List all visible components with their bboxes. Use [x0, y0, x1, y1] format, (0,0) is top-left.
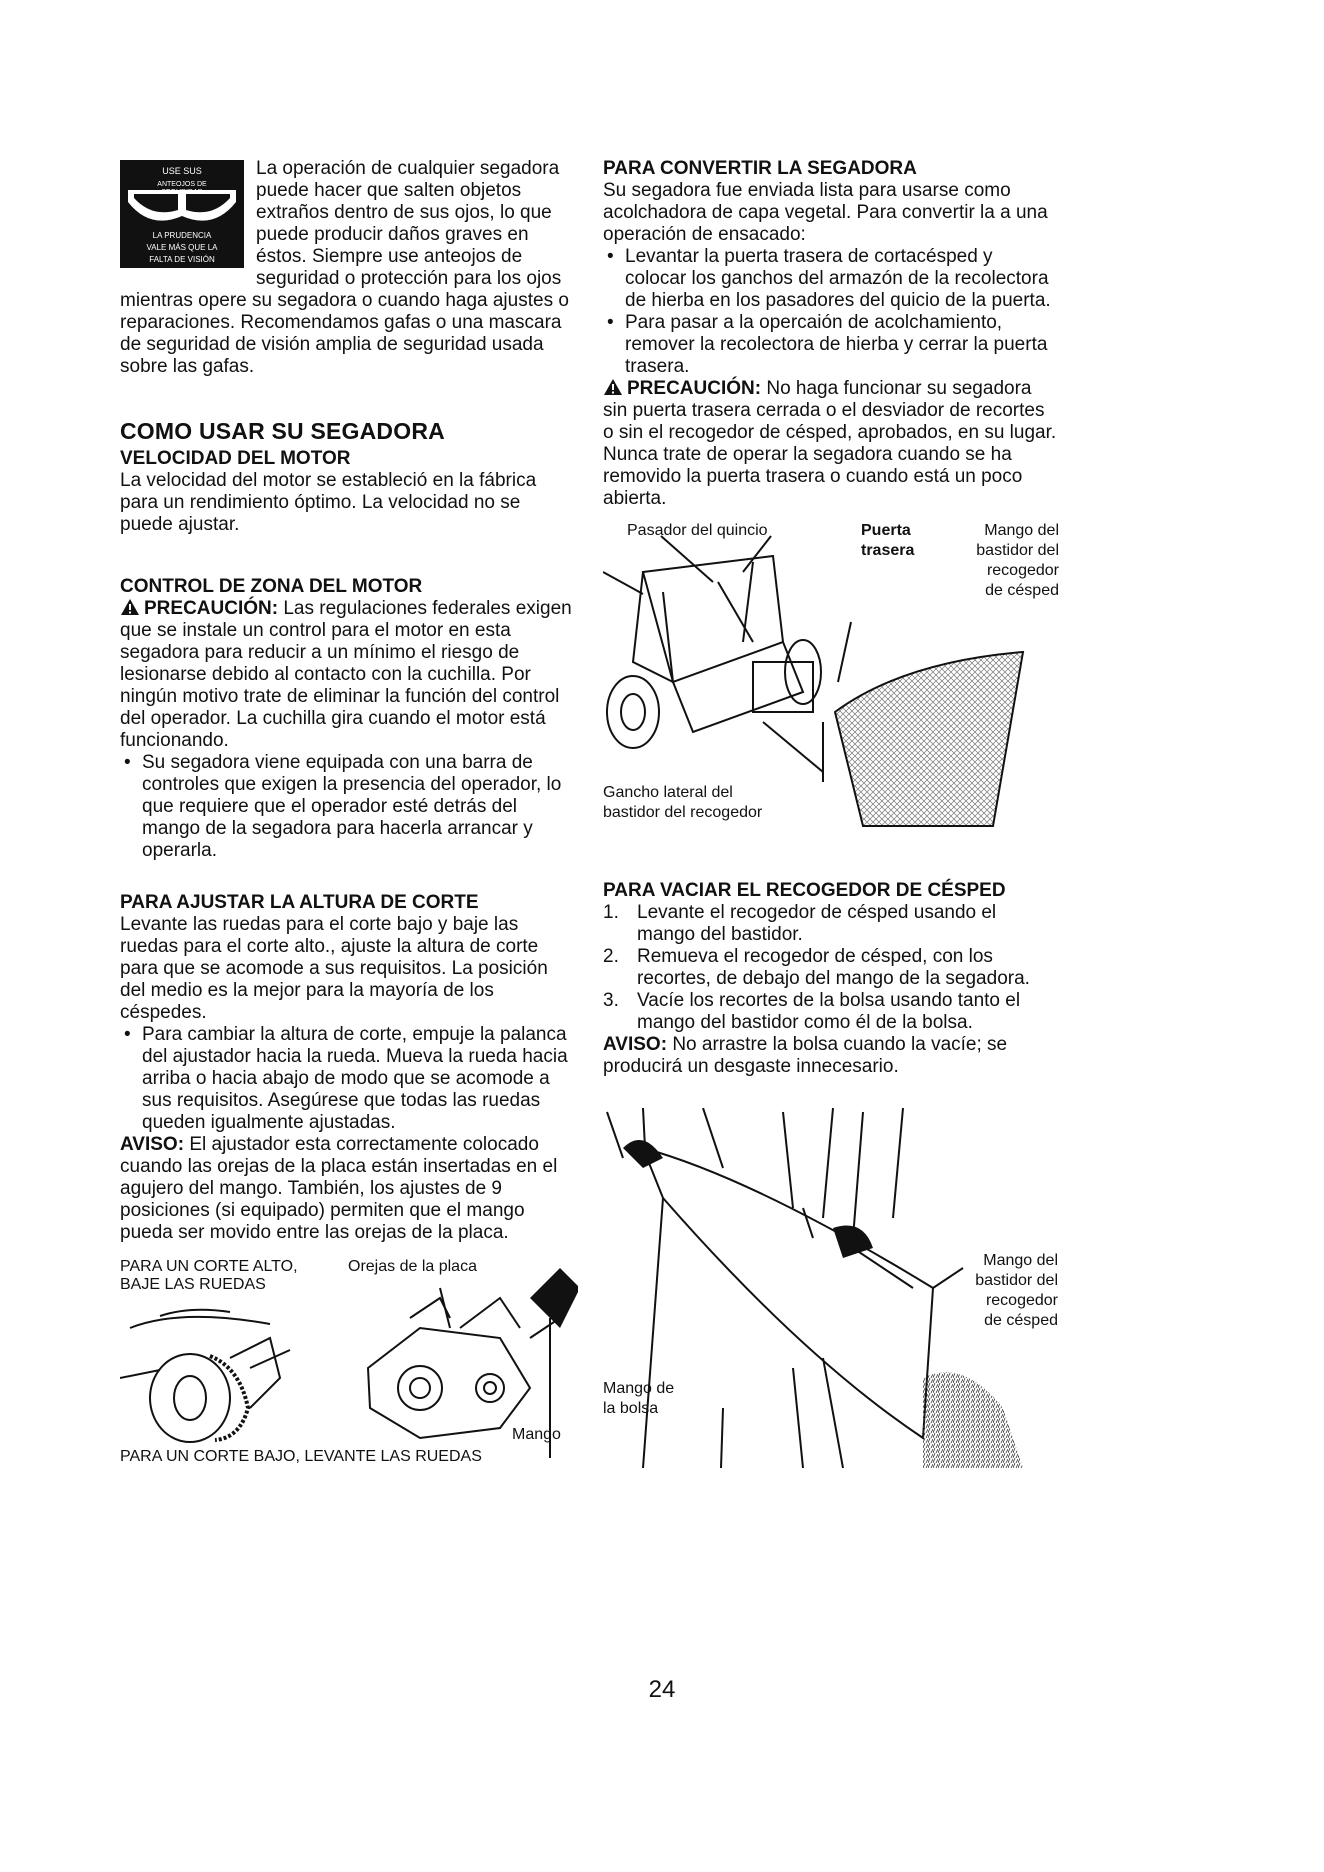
- intro-section: [120, 158, 578, 378]
- fig-label-orejas: Orejas de la placa: [348, 1258, 477, 1275]
- fig-label-bastidor-4: de césped: [984, 1312, 1058, 1329]
- right-column: [603, 158, 1058, 1468]
- control-zona-section: [120, 576, 578, 862]
- fig-label-gancho-2: bastidor del recogedor: [603, 804, 763, 821]
- empty-bag-figure: [603, 1108, 1058, 1468]
- control-zona-warning-text: Las regulaciones federales exigen que se instale un control para el motor en esta segadora para reducir a un mínimo el riesgo de lesionarse debido al contacto con la cuchilla. Por ningún motivo trate de eliminar la función del control del operador. La cuchilla gira cuando el motor está funcionando.: [120, 598, 572, 751]
- convertir-warning-text: No haga funcionar su segadora sin puerta trasera cerrada o el desviador de recortes o sin el recogedor de césped, aprobados, en su lugar. Nunca trate de operar la segadora cuando se ha removido la puerta trasera o cuando está un poco abierta.: [603, 378, 1057, 509]
- fig-label-mango: Mango: [512, 1426, 561, 1443]
- ajustar-altura-section: [120, 892, 578, 1468]
- convertir-bullet-1: • Levantar la puerta trasera de cortacésped y colocar los ganchos del armazón de la recolectora de hierba en los pasadores del quicio de la puerta.: [603, 246, 1058, 312]
- badge-line-5: VALE MÁS QUE LA: [146, 243, 218, 252]
- badge-line-4: LA PRUDENCIA: [152, 231, 212, 240]
- fig-label-mango-3: recogedor: [986, 562, 1059, 579]
- step-text: Vacíe los recortes de la bolsa usando tanto el mango del bastidor como él de la bolsa.: [637, 990, 1021, 1033]
- step-text: Remueva el recogedor de césped, con los recortes, de debajo del mango de la segadora.: [637, 946, 1030, 989]
- wheel-adjust-illustration: [120, 1258, 578, 1468]
- vaciar-step-2: [603, 946, 1058, 990]
- control-zona-heading: CONTROL DE ZONA DEL MOTOR: [120, 576, 423, 597]
- control-zona-warning-label: PRECAUCIÓN:: [144, 598, 279, 619]
- como-usar-section: [120, 418, 578, 536]
- badge-line-2: ANTEOJOS DE: [157, 181, 207, 188]
- fig-label-bastidor-2: bastidor del: [975, 1272, 1058, 1289]
- vaciar-heading: PARA VACIAR EL RECOGEDOR DE CÉSPED: [603, 880, 1006, 901]
- fig-label-mango-4: de césped: [985, 582, 1059, 599]
- page-number: 24: [648, 1676, 676, 1703]
- badge-line-3: SEGURIDAD: [161, 189, 203, 196]
- badge-line-6: FALTA DE VISIÓN: [149, 255, 215, 264]
- vaciar-section: [603, 880, 1058, 1468]
- ajustar-altura-heading: PARA AJUSTAR LA ALTURA DE CORTE: [120, 892, 479, 913]
- fig-label-alto-1: PARA UN CORTE ALTO,: [120, 1258, 298, 1275]
- convertir-warning-label: PRECAUCIÓN:: [627, 378, 762, 399]
- convertir-warning: [603, 378, 1058, 510]
- ajustar-altura-aviso: [120, 1134, 578, 1244]
- left-column: [120, 158, 578, 1468]
- fig-label-mango-1: Mango del: [984, 522, 1059, 539]
- control-zona-warning: [120, 598, 578, 752]
- fig-label-bastidor-1: Mango del: [983, 1252, 1058, 1269]
- step-number: 3.: [603, 990, 619, 1011]
- convertir-bullet-2: • Para pasar a la opercaión de acolchamiento, remover la recolectora de hierba y cerrar la puerta trasera.: [603, 312, 1058, 378]
- rear-door-figure: [603, 522, 1058, 840]
- warning-triangle-icon: [120, 598, 140, 616]
- velocidad-text: La velocidad del motor se estableció en la fábrica para un rendimiento óptimo. La velocidad no se puede ajustar.: [120, 470, 537, 535]
- convertir-section: [603, 158, 1058, 840]
- fig-label-bajo: PARA UN CORTE BAJO, LEVANTE LAS RUEDAS: [120, 1448, 482, 1465]
- altura-corte-figure: [120, 1258, 578, 1468]
- fig-label-puerta-2: trasera: [861, 542, 915, 559]
- step-text: Levante el recogedor de césped usando el mango del bastidor.: [637, 902, 997, 945]
- fig-label-bolsa-2: la bolsa: [603, 1400, 659, 1417]
- convertir-heading: PARA CONVERTIR LA SEGADORA: [603, 158, 917, 179]
- vaciar-step-1: [603, 902, 1058, 946]
- control-zona-bullet: • Su segadora viene equipada con una barra de controles que exigen la presencia del operador, lo que requiere que el operador esté detrás del mango de la segadora para hacerla arrancar y operarla.: [120, 752, 578, 862]
- fig-label-bolsa-1: Mango de: [603, 1380, 675, 1397]
- vaciar-aviso-label: AVISO:: [603, 1034, 668, 1055]
- step-number: 1.: [603, 902, 619, 923]
- ajustar-altura-aviso-label: AVISO:: [120, 1134, 185, 1155]
- como-usar-heading: COMO USAR SU SEGADORA: [120, 418, 445, 444]
- fig-label-alto-2: BAJE LAS RUEDAS: [120, 1276, 266, 1293]
- fig-label-gancho-1: Gancho lateral del: [603, 784, 733, 801]
- ajustar-altura-aviso-text: El ajustador esta correctamente colocado cuando las orejas de la placa están insertadas en el agujero del mango. También, los ajustes de 9 posiciones (si equipado) permiten que el mango pueda ser movido entre las orejas de la placa.: [120, 1134, 558, 1243]
- vaciar-step-3: [603, 990, 1058, 1034]
- fig-label-mango-2: bastidor del: [976, 542, 1059, 559]
- fig-label-puerta-1: Puerta: [861, 522, 911, 539]
- ajustar-altura-text: Levante las ruedas para el corte bajo y baje las ruedas para el corte alto., ajuste la altura de corte para que se acomode a sus requisitos. La posición del medio es la mejor para la mayoría de los céspedes.: [120, 914, 548, 1023]
- vaciar-aviso-text: No arrastre la bolsa cuando la vacíe; se producirá un desgaste innecesario.: [603, 1034, 1008, 1077]
- velocidad-heading: VELOCIDAD DEL MOTOR: [120, 448, 351, 469]
- convertir-text: Su segadora fue enviada lista para usarse como acolchadora de capa vegetal. Para convertir la a una operación de ensacado:: [603, 180, 1048, 245]
- warning-triangle-icon: [603, 378, 623, 396]
- fig-label-bastidor-3: recogedor: [985, 1292, 1058, 1309]
- step-number: 2.: [603, 946, 619, 967]
- ajustar-altura-bullet: • Para cambiar la altura de corte, empuje la palanca del ajustador hacia la rueda. Mueva la rueda hacia arriba o hacia abajo de modo que se acomode a sus requisitos. Asegúrese que todas las ruedas queden igualmente ajustadas.: [120, 1024, 578, 1134]
- badge-line-1: USE SUS: [162, 166, 202, 176]
- fig-label-pasador: Pasador del quincio: [627, 522, 768, 539]
- vaciar-aviso: [603, 1034, 1058, 1078]
- intro-text: La operación de cualquier segadora puede hacer que salten objetos extraños dentro de sus ojos, lo que puede producir daños graves en éstos. Siempre use anteojos de seguridad o protección para los ojos mientras opere su segadora o cuando haga ajustes o reparaciones. Recomendamos gafas o una mascara de seguridad de visión amplia de seguridad usada sobre las gafas.: [120, 158, 569, 377]
- safety-glasses-badge-icon: [120, 160, 244, 268]
